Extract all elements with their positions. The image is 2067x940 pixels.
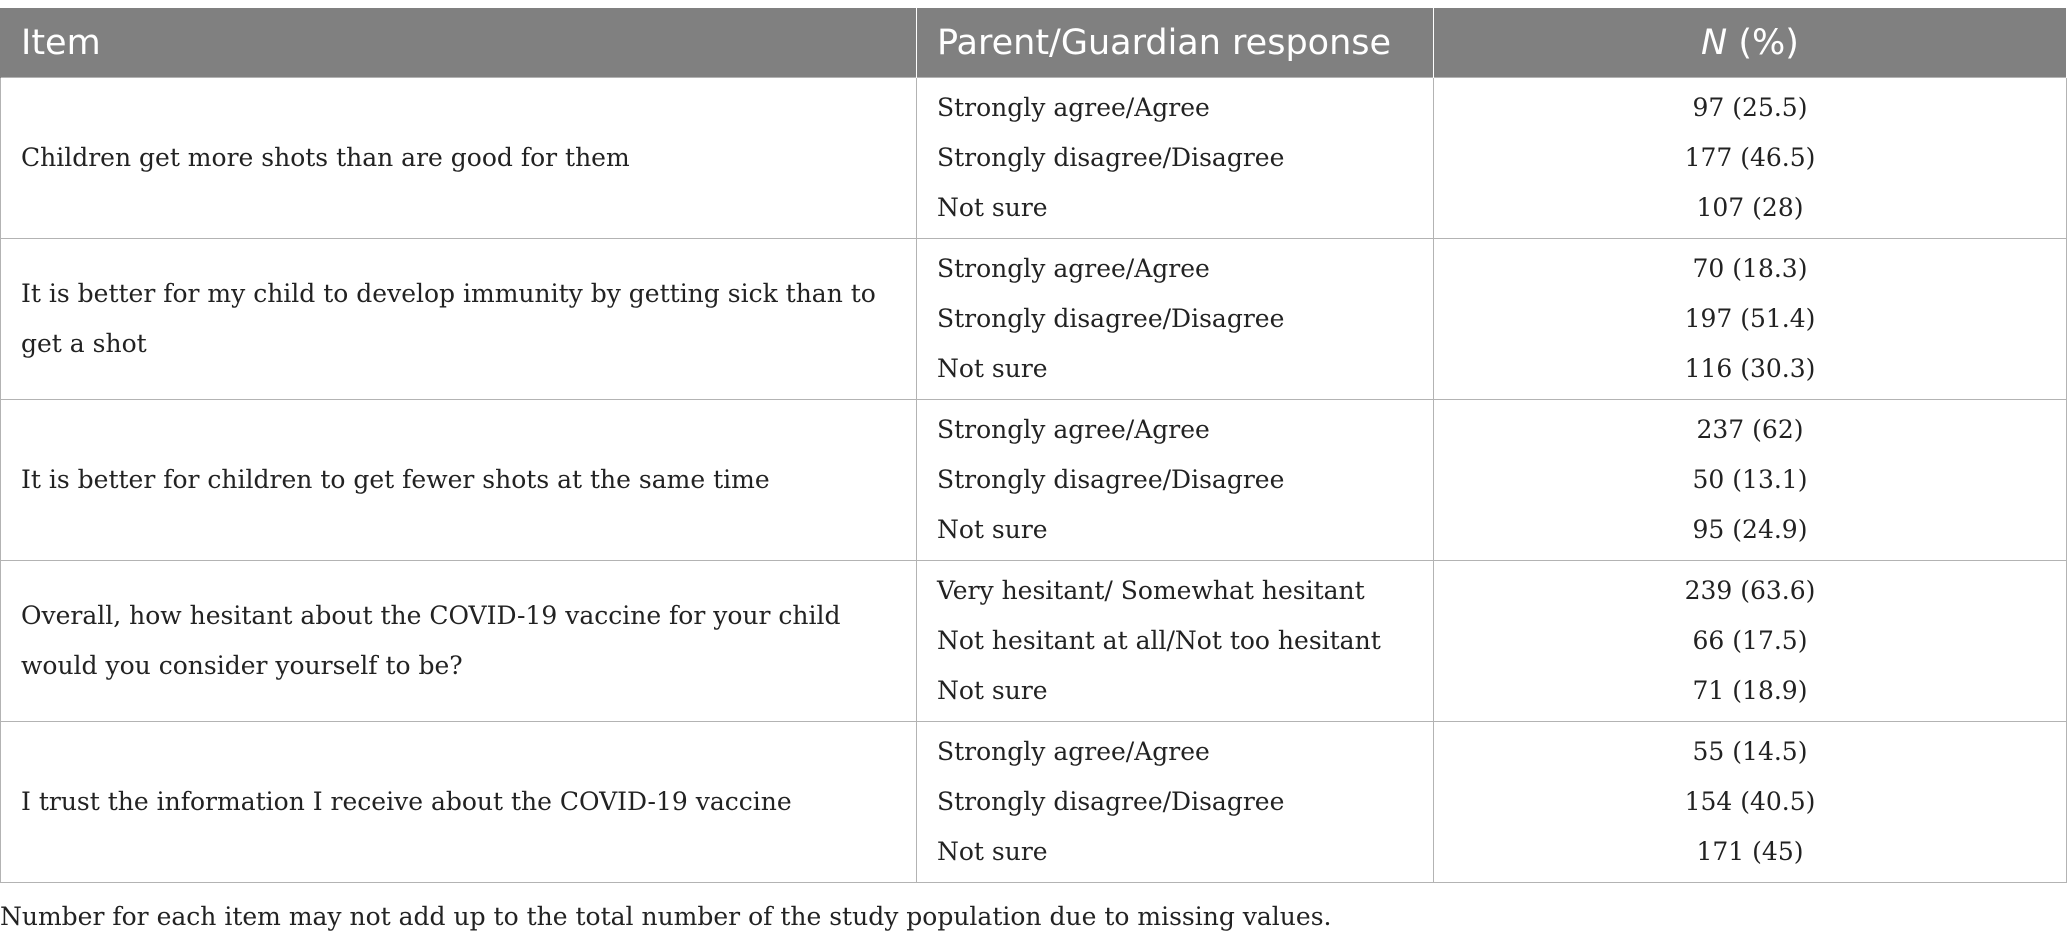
value-cell (1434, 722, 2067, 883)
response-cell (917, 239, 1434, 400)
count-percent: 71 (18.9) (1692, 676, 1808, 705)
response-option: Not sure (937, 354, 1048, 383)
response-option: Not sure (937, 676, 1048, 705)
table-footnote: Number for each item may not add up to the total number of the study population due to missing values. (0, 902, 1332, 931)
header-n-percent (1434, 9, 2067, 78)
response-cell (917, 722, 1434, 883)
table-row (1, 400, 2067, 561)
response-option: Not sure (937, 837, 1048, 866)
response-option: Not hesitant at all/Not too hesitant (937, 626, 1381, 655)
item-cell: I trust the information I receive about the COVID-19 vaccine (1, 722, 917, 883)
value-cell (1434, 561, 2067, 722)
item-cell: It is better for children to get fewer shots at the same time (1, 400, 917, 561)
count-percent: 66 (17.5) (1692, 626, 1808, 655)
count-percent: 154 (40.5) (1684, 787, 1816, 816)
survey-table-container (0, 8, 2067, 883)
response-option: Strongly agree/Agree (937, 93, 1210, 122)
survey-table (0, 8, 2067, 883)
response-option: Very hesitant/ Somewhat hesitant (937, 576, 1365, 605)
header-n: N (1701, 23, 1728, 63)
response-cell (917, 561, 1434, 722)
header-item: Item (1, 9, 917, 78)
table-row (1, 561, 2067, 722)
table-header-row (1, 9, 2067, 78)
count-percent: 197 (51.4) (1684, 304, 1816, 333)
count-percent: 107 (28) (1696, 193, 1804, 222)
table-row (1, 239, 2067, 400)
response-option: Strongly agree/Agree (937, 254, 1210, 283)
value-cell (1434, 400, 2067, 561)
item-cell: Children get more shots than are good for them (1, 78, 917, 239)
response-option: Strongly disagree/Disagree (937, 465, 1285, 494)
response-cell (917, 78, 1434, 239)
count-percent: 97 (25.5) (1692, 93, 1808, 122)
response-option: Strongly disagree/Disagree (937, 304, 1285, 333)
table-row (1, 78, 2067, 239)
count-percent: 177 (46.5) (1684, 143, 1816, 172)
response-option: Not sure (937, 193, 1048, 222)
count-percent: 55 (14.5) (1692, 737, 1808, 766)
count-percent: 95 (24.9) (1692, 515, 1808, 544)
response-cell (917, 400, 1434, 561)
header-percent: (%) (1727, 23, 1799, 63)
count-percent: 171 (45) (1696, 837, 1804, 866)
response-option: Strongly disagree/Disagree (937, 787, 1285, 816)
count-percent: 116 (30.3) (1684, 354, 1816, 383)
table-row (1, 722, 2067, 883)
count-percent: 239 (63.6) (1684, 576, 1816, 605)
item-cell: It is better for my child to develop immunity by getting sick than to get a shot (1, 239, 917, 400)
response-option: Strongly disagree/Disagree (937, 143, 1285, 172)
count-percent: 237 (62) (1696, 415, 1804, 444)
response-option: Strongly agree/Agree (937, 415, 1210, 444)
value-cell (1434, 239, 2067, 400)
item-cell: Overall, how hesitant about the COVID-19 vaccine for your child would you consider yourself to be? (1, 561, 917, 722)
response-option: Strongly agree/Agree (937, 737, 1210, 766)
header-response: Parent/Guardian response (917, 9, 1434, 78)
count-percent: 70 (18.3) (1692, 254, 1808, 283)
count-percent: 50 (13.1) (1692, 465, 1808, 494)
value-cell (1434, 78, 2067, 239)
response-option: Not sure (937, 515, 1048, 544)
